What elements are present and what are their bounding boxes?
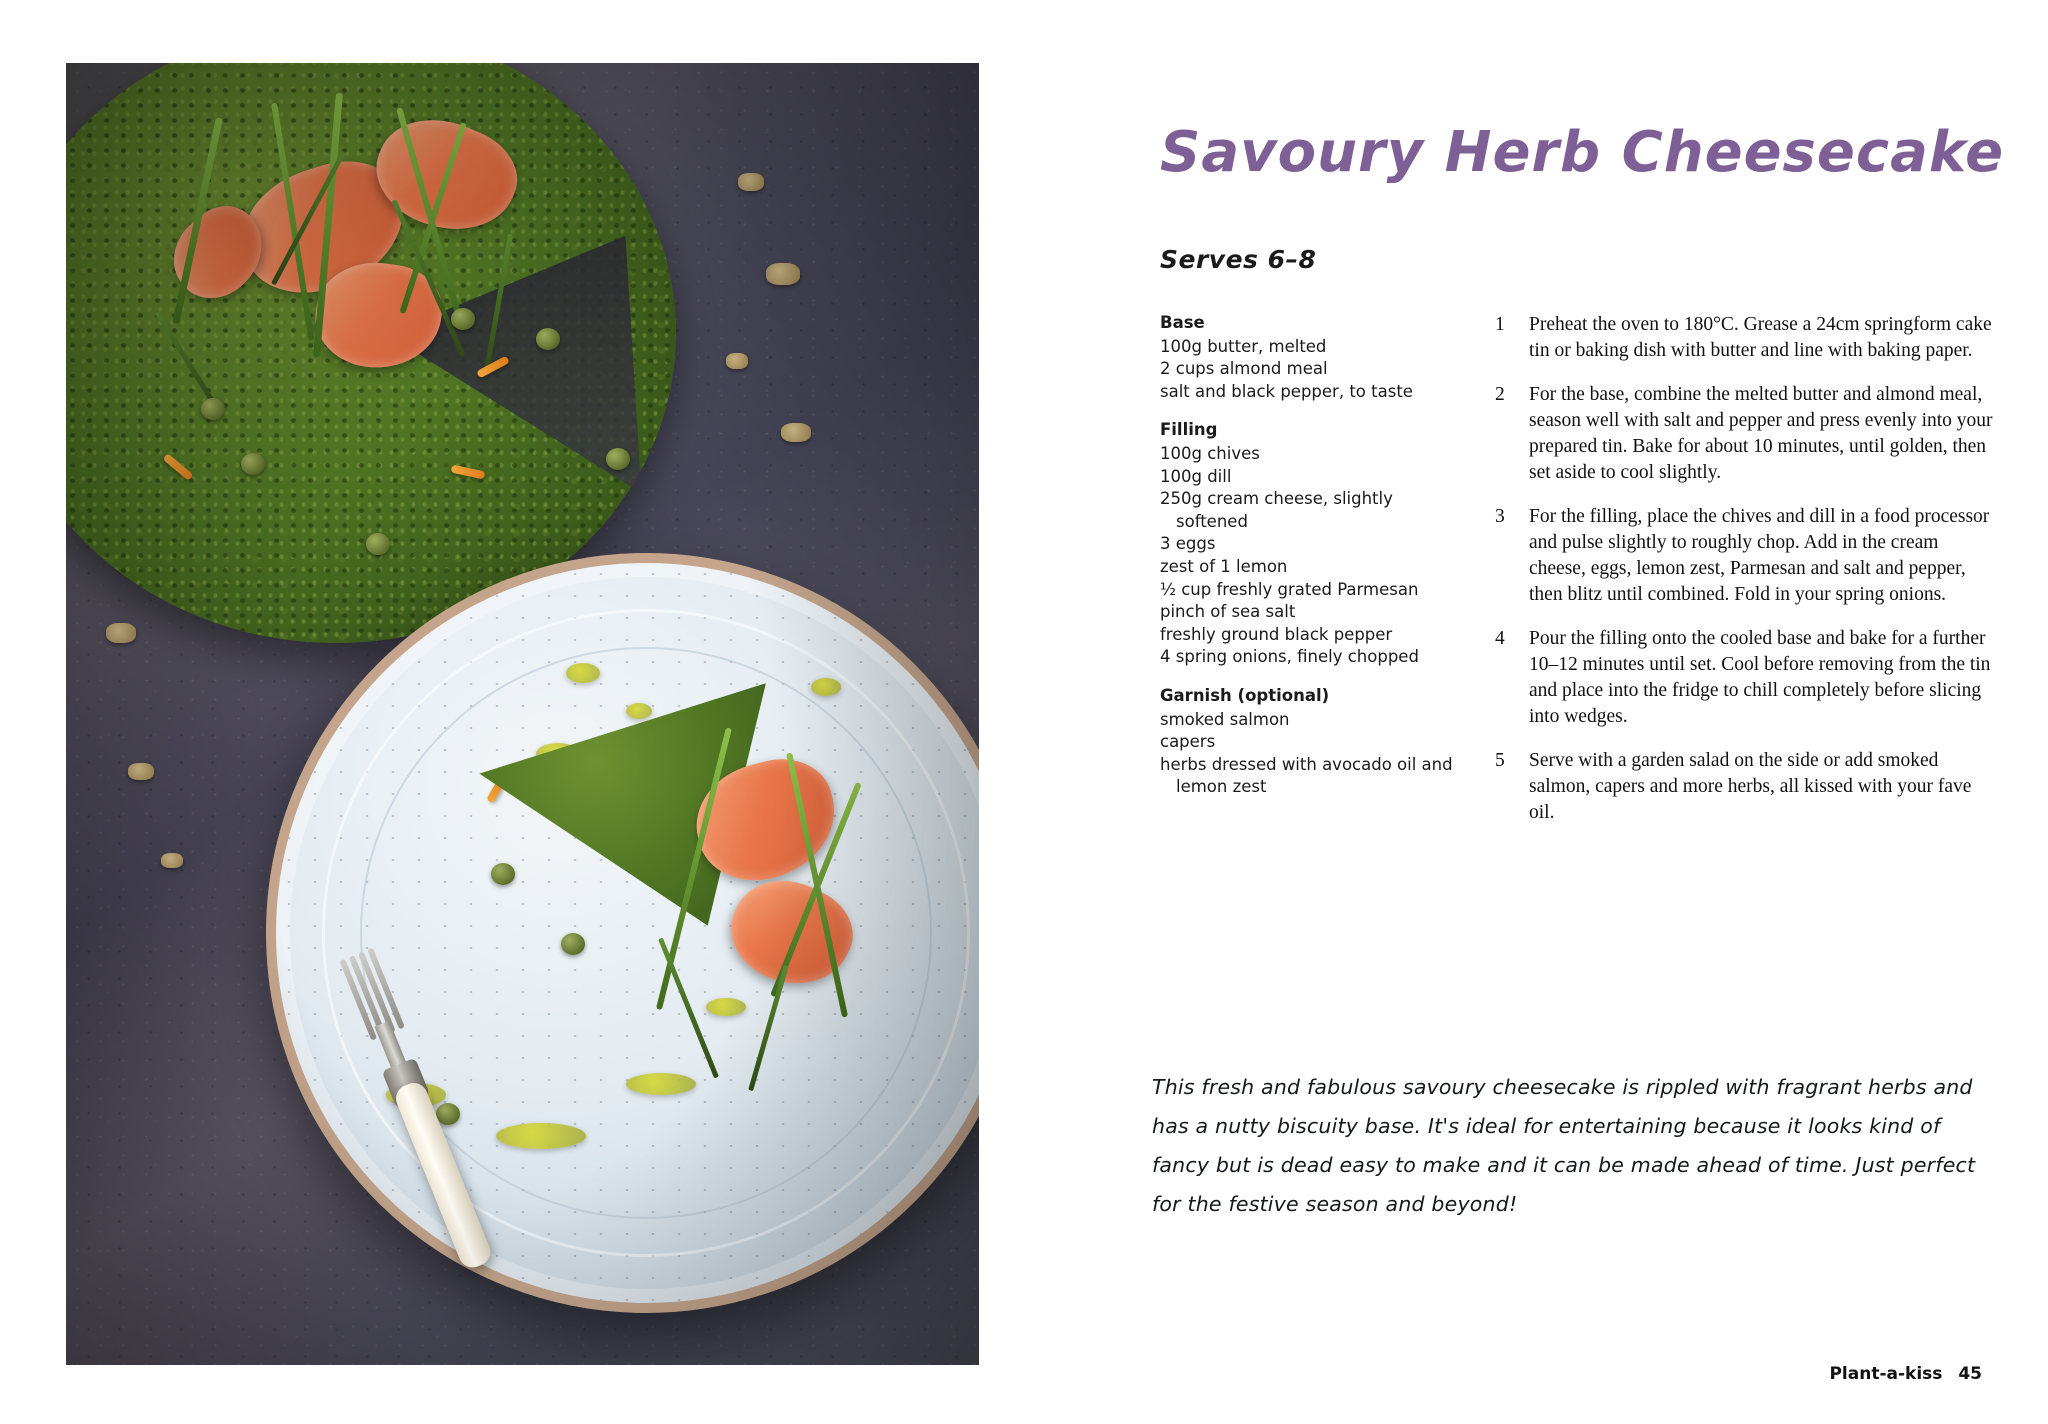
ingredient-item: smoked salmon (1160, 709, 1290, 729)
step-text: Pour the filling onto the cooled base and bake for a further 10–12 minutes until set. Cool before removing from the tin and place into the fridge to chill completely before slicing into wedges. (1529, 628, 1991, 727)
ingredient-item: 100g butter, melted (1160, 336, 1327, 356)
step-text: Preheat the oven to 180°C. Grease a 24cm springform cake tin or baking dish with butter and line with baking paper. (1529, 314, 1992, 361)
method-steps (1495, 312, 1995, 844)
ingredient-item: pinch of sea salt (1160, 602, 1296, 622)
ingredient-group-filling (1160, 419, 1460, 669)
ingredient-group-heading: Garnish (optional) (1160, 685, 1330, 705)
ingredient-group-heading: Filling (1160, 420, 1218, 440)
ingredient-item: herbs dressed with avocado oil and (1160, 754, 1453, 774)
photo-vignette (66, 63, 979, 1365)
method-step (1495, 748, 1995, 826)
ingredient-item: 3 eggs (1160, 534, 1216, 554)
recipe-photo (66, 63, 979, 1365)
step-number: 3 (1495, 506, 1505, 527)
ingredient-item: 2 cups almond meal (1160, 359, 1328, 379)
page-footer (1829, 1364, 1982, 1384)
ingredient-group-base (1160, 312, 1460, 403)
ingredient-group-heading: Base (1160, 313, 1205, 332)
ingredients-list (1160, 312, 1460, 815)
method-step (1495, 626, 1995, 730)
method-step (1495, 312, 1995, 364)
method-step (1495, 504, 1995, 608)
ingredient-group-garnish (1160, 685, 1460, 799)
step-number: 5 (1495, 750, 1505, 771)
ingredient-item: 4 spring onions, finely chopped (1160, 647, 1419, 667)
step-text: For the filling, place the chives and dill in a food processor and pulse slightly to roughly chop. Add in the cream cheese, eggs, lemon zest, Parmesan and salt and pepper, then blitz until combined. Fold in your spring onions. (1529, 506, 1990, 605)
page-title: Savoury Herb Cheesecake (1160, 119, 2005, 185)
ingredient-item: freshly ground black pepper (1160, 624, 1393, 644)
ingredient-item: capers (1160, 732, 1216, 752)
ingredient-item: zest of 1 lemon (1160, 556, 1288, 576)
recipe-note: This fresh and fabulous savoury cheesecake is rippled with fragrant herbs and has a nutty biscuity base. It's ideal for entertaining because it looks kind of fancy but is dead easy to make and it can be made ahead of time. Just perfect for the festive season and beyond! (1152, 1075, 1976, 1216)
ingredient-item: 100g chives (1160, 443, 1260, 463)
step-text: Serve with a garden salad on the side or add smoked salmon, capers and more herbs, all kissed with your fave oil. (1529, 750, 1972, 823)
ingredient-item: 250g cream cheese, slightly (1160, 489, 1393, 509)
step-number: 1 (1495, 314, 1505, 335)
method-step (1495, 382, 1995, 486)
ingredient-item: salt and black pepper, to taste (1160, 381, 1413, 401)
step-number: 4 (1495, 628, 1505, 649)
step-number: 2 (1495, 384, 1505, 405)
ingredient-item: lemon zest (1176, 777, 1267, 797)
page-number: 45 (1958, 1364, 1982, 1384)
ingredient-item: ½ cup freshly grated Parmesan (1160, 579, 1419, 599)
serves-label: Serves 6–8 (1160, 245, 1317, 274)
step-text: For the base, combine the melted butter and almond meal, season well with salt and pepper and press evenly into your prepared tin. Bake for about 10 minutes, until golden, then set aside to cool slightly. (1529, 384, 1993, 483)
ingredient-item: 100g dill (1160, 466, 1232, 486)
ingredient-item: softened (1176, 511, 1248, 531)
footer-book-label: Plant-a-kiss (1829, 1364, 1943, 1384)
